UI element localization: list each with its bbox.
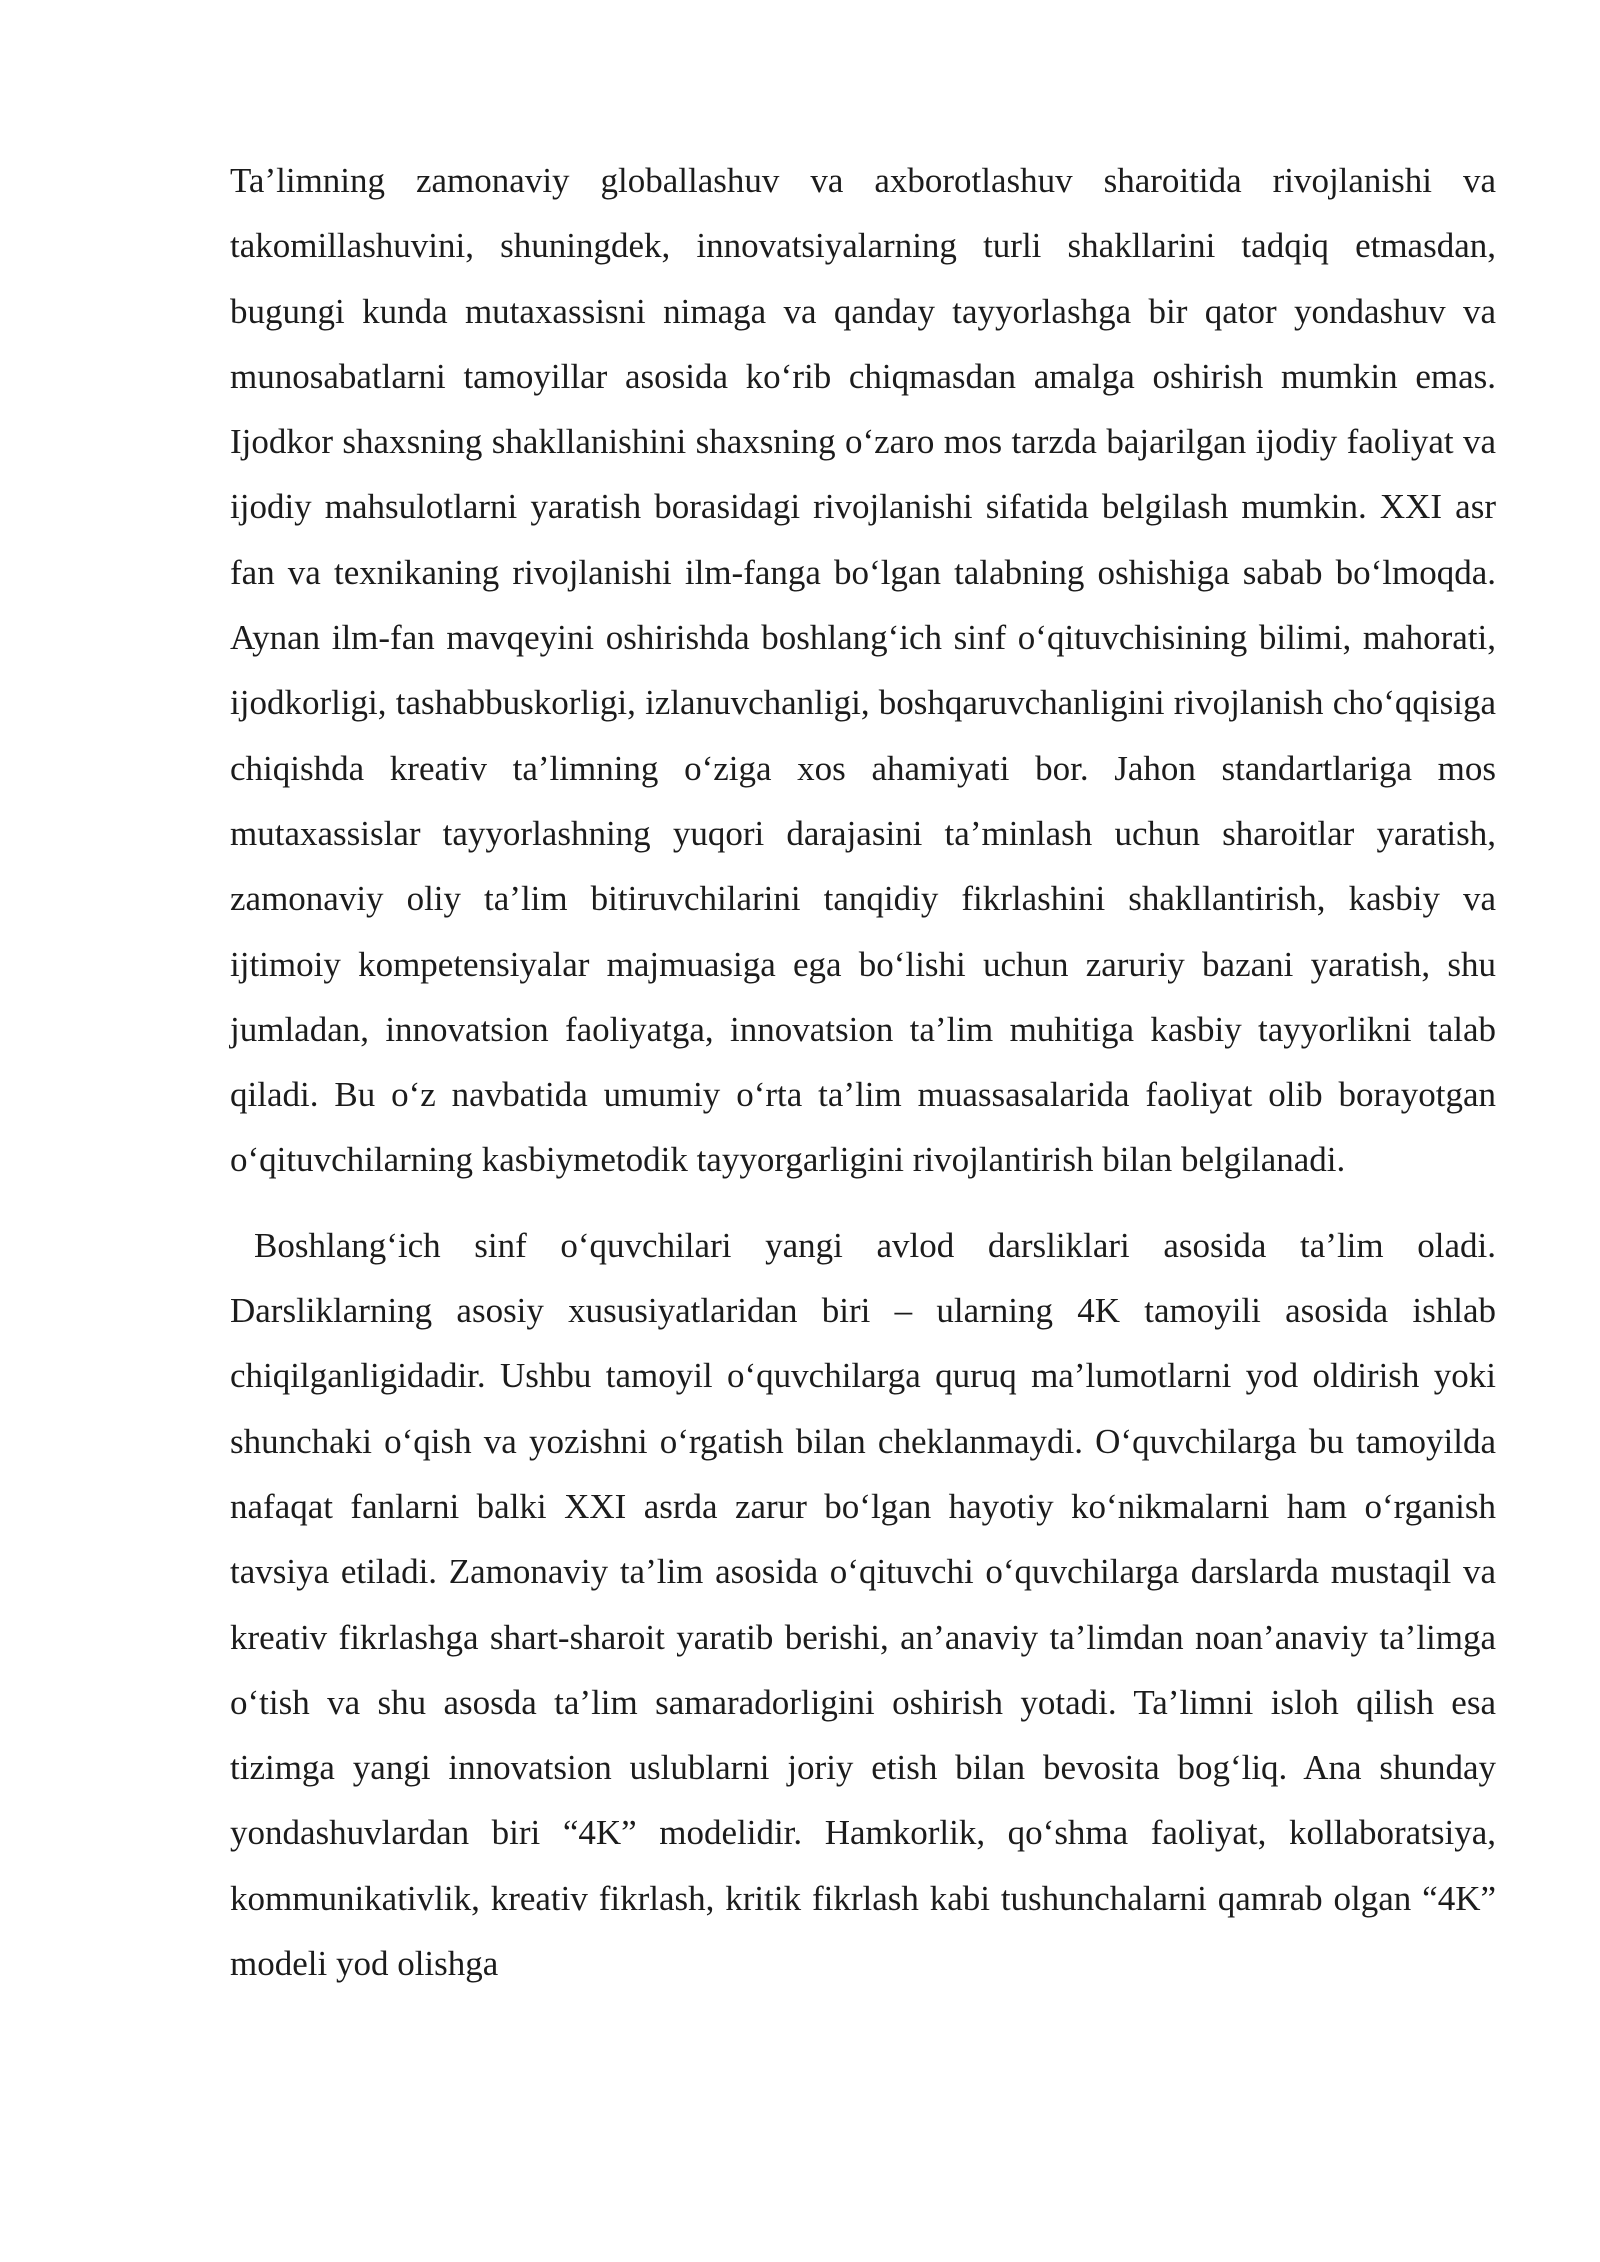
body-paragraph: Ta’limning zamonaviy globallashuv va axborotlashuv sharoitida rivojlanishi va takomillashuvini, shuningdek, innovatsiyalarning turli shakllarini tadqiq etmasdan, bugungi kunda mutaxassisni nimaga va qanday tayyorlashga bir qator yondashuv va munosabatlarni tamoyillar asosida ko‘rib chiqmasdan amalga oshirish mumkin emas. Ijodkor shaxsning shakllanishini shaxsning o‘zaro mos tarzda bajarilgan ijodiy faoliyat va ijodiy mahsulotlarni yaratish borasidagi rivojlanishi sifatida belgilash mumkin. XXI asr fan va texnikaning rivojlanishi ilm-fanga bo‘lgan talabning oshishiga sabab bo‘lmoqda. Aynan ilm-fan mavqeyini oshirishda boshlang‘ich sinf o‘qituvchisining bilimi, mahorati, ijodkorligi, tashabbuskorligi, izlanuvchanligi, boshqaruvchanligini rivojlanish cho‘qqisiga chiqishda kreativ ta’limning o‘ziga xos ahamiyati bor. Jahon standartlariga mos mutaxassislar tayyorlashning yuqori darajasini ta’minlash uchun sharoitlar yaratish, zamonaviy oliy ta’lim bitiruvchilarini tanqidiy fikrlashini shakllantirish, kasbiy va ijtimoiy kompetensiyalar majmuasiga ega bo‘lishi uchun zaruriy bazani yaratish, shu jumladan, innovatsion faoliyatga, innovatsion ta’lim muhitiga kasbiy tayyorlikni talab qiladi. Bu o‘z navbatida umumiy o‘rta ta’lim muassasalarida faoliyat olib borayotgan o‘qituvchilarning kasbiymetodik tayyorgarligini rivojlantirish bilan belgilanadi.: [230, 161, 1496, 1180]
body-paragraph: Boshlang‘ich sinf o‘quvchilari yangi avlod darsliklari asosida ta’lim oladi. Darsliklarning asosiy xususiyatlaridan biri – ularning 4K tamoyili asosida ishlab chiqilganligidadir. Ushbu tamoyil o‘quvchilarga quruq ma’lumotlarni yod oldirish yoki shunchaki o‘qish va yozishni o‘rgatish bilan cheklanmaydi. O‘quvchilarga bu tamoyilda nafaqat fanlarni balki XXI asrda zarur bo‘lgan hayotiy ko‘nikmalarni ham o‘rganish tavsiya etiladi. Zamonaviy ta’lim asosida o‘qituvchi o‘quvchilarga darslarda mustaqil va kreativ fikrlashga shart-sharoit yaratib berishi, an’anaviy ta’limdan noan’anaviy ta’limga o‘tish va shu asosda ta’lim samaradorligini oshirish yotadi. Ta’limni isloh qilish esa tizimga yangi innovatsion uslublarni joriy etish bilan bevosita bog‘liq. Ana shunday yondashuvlardan biri “4K” modelidir. Hamkorlik, qo‘shma faoliyat, kollaboratsiya, kommunikativlik, kreativ fikrlash, kritik fikrlash kabi tushunchalarni qamrab olgan “4K” modeli yod olishga: [230, 1225, 1496, 1984]
document-page: [230, 148, 1496, 1996]
